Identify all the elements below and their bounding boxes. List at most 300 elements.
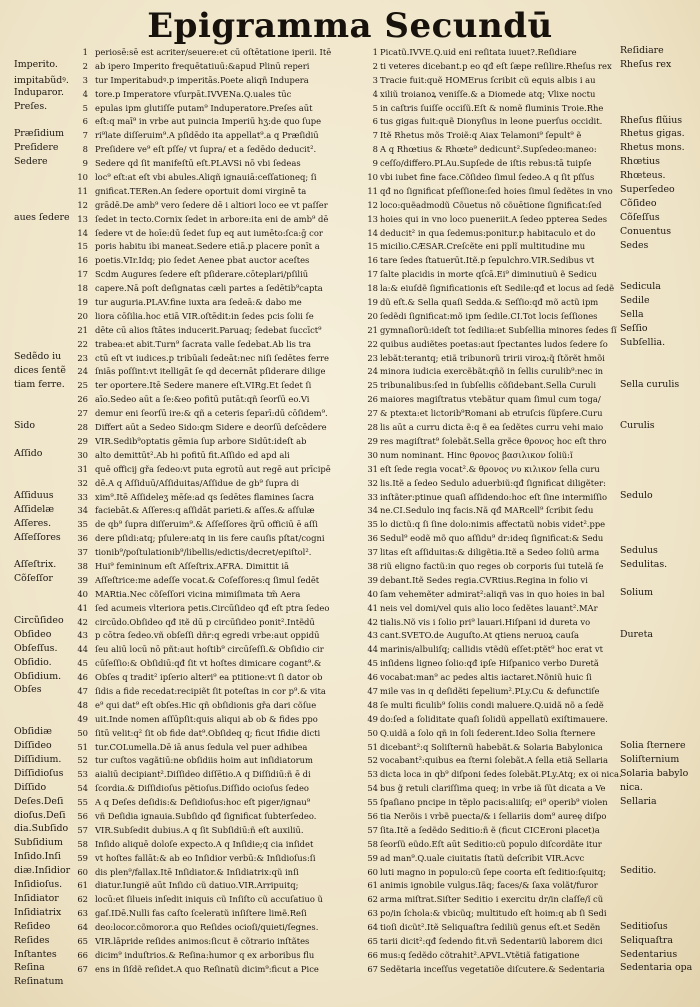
line-number: 51 (77, 741, 88, 752)
text-line: ne.CI.Sedulo inq facis.Nã qđ MARcell⁹ ſcribit ſedu (380, 505, 594, 516)
margin-note: diæ.Inſidior (14, 865, 71, 877)
line-number: 47 (77, 685, 88, 696)
line-number: 34 (77, 505, 88, 516)
line-number: 44 (367, 644, 378, 655)
line-number: 15 (77, 241, 88, 252)
margin-note: Rhetus mons. (620, 142, 685, 154)
text-line: vñ Deſidia ignauia.Subſido qđ ſignificat ſubterſedeo. (95, 810, 317, 821)
line-number: 60 (77, 866, 88, 877)
margin-note: Aſſidelæ (14, 503, 55, 515)
line-number: 23 (77, 352, 88, 363)
text-line: ter oportere.Itē Sedere manere eſt.VIRg.Et ſedet ſi (95, 380, 312, 391)
margin-note: Sedile (620, 295, 650, 307)
margin-note: dioſus.Deſi (14, 809, 66, 821)
margin-note: Solaria babylo (620, 767, 689, 779)
margin-note: Imperito. (14, 58, 58, 70)
line-number: 62 (77, 894, 88, 905)
margin-note: Sella curulis (620, 378, 680, 390)
line-number: 40 (77, 588, 88, 599)
text-line: e⁹ qui dat⁹ eſt obſes.Hic qñ obſidionis gřa dari cõſue (95, 699, 317, 710)
text-line: ſedet in tecto.Cornix ſedet in arbore:ita eni de amb⁹ dē (95, 213, 329, 224)
text-line: tur.COLumella.Dē iā anus ſedula vel puer adhibea (95, 741, 308, 752)
margin-note: Obſidio. (14, 656, 52, 668)
margin-note: Rhœtius (620, 156, 660, 168)
line-number: 27 (77, 408, 88, 419)
text-line: marinis/albuliſq; callidis vtẽdũ eſſet:ptẽt⁹ hoc erat vt (380, 644, 603, 655)
line-number: 63 (77, 908, 88, 919)
text-line: Itẽ Rhetus mõs Troiẽ:q Aiax Telamoni⁹ ſepult⁹ ẽ (380, 130, 582, 141)
text-line: Scdm Augures ſedere eſt pſiderare.cōteplari/pſiliū (95, 269, 309, 280)
margin-note: Reſinatum (14, 976, 64, 988)
text-line: ſcordia.& Diſſidioſus pẽtioſus.Diſſido ocioſus ſedeo (95, 783, 309, 794)
text-line: dũ eſt.& Sella quaſi Sedda.& Seſſio:qđ mõ actũ ipm (380, 297, 599, 308)
text-line: A q Rhœtius & Rhœte⁹ dedicunt².Supſedeo:maneo: (380, 144, 597, 155)
text-line: bus g̃ retuli clariſſima queq; in vrbe iã ſũt dicata a Ve (380, 783, 606, 794)
line-number: 30 (367, 449, 378, 460)
text-line: inſidens ligneo ſolio:qđ ipſe Hiſpanico verbo Duretã (380, 658, 599, 669)
text-line: Differt aūt a Sedeo Sido:qm Sidere e deorſū deſcēdere (95, 422, 327, 433)
margin-note: Circũſideo (14, 614, 64, 626)
line-number: 54 (77, 783, 88, 794)
left-line-numbers (70, 46, 88, 977)
line-number: 49 (367, 713, 378, 724)
line-number: 26 (367, 394, 378, 405)
text-line: Hui⁹ femininum eſt Aſſeſtrix.AFRA. Dimittit iā (95, 560, 290, 571)
line-number: 48 (77, 699, 88, 710)
margin-note: Rheſus rex (620, 58, 672, 70)
text-line: A q Deſes deſidis:& Deſidioſus:hoc eſt piger/ignau⁹ (95, 797, 311, 808)
line-number: 31 (367, 463, 378, 474)
text-line: ſpaſiano pncipe in tẽplo pacis:aliiſq; ei⁹ operib⁹ violen (380, 797, 608, 808)
line-number: 26 (77, 394, 88, 405)
line-number: 17 (367, 269, 378, 280)
text-line: ſidis a fide recedat:recipiẽt ſit poteſtas in cor p⁹.& vita (95, 685, 326, 696)
line-number: 40 (367, 588, 378, 599)
text-line: ri⁹late diſſeruim⁹.A pſidēdo ita appellat⁹.a q Præſidiū (95, 130, 319, 141)
margin-note: Preſidere (14, 142, 59, 154)
right-text-column (380, 46, 652, 977)
text-line: ſedẽdi ſignificat:mõ ipm ſedile.CI.Tot locis ſeſſiones (380, 310, 598, 321)
text-line: Obſes q tradit² ipſerio alteri⁹ ea ptitione:vt ſi dator ob (95, 672, 323, 683)
text-line: ſniās poſſint:vt itelligāt ſe qd decernāt pſiderare dilige (95, 366, 326, 377)
right-line-numbers (352, 46, 378, 977)
line-number: 3 (82, 74, 88, 85)
line-number: 52 (367, 755, 378, 766)
text-line: tionib⁹/poſtulationib⁹/libellis/edictis/decret/epiſtol². (95, 547, 312, 558)
line-number: 11 (367, 185, 378, 196)
text-line: cūſeſſio:& Obſidiū:qđ ſit vt hoſtes dimicare cogant⁹.& (95, 658, 322, 669)
line-number: 38 (367, 560, 378, 571)
text-line: num nominant. Hinc θρονος βασιλικον ſoliũ:ĩ (380, 449, 573, 460)
text-line: Tracie fuit:quẽ HOMErus ſcribit cũ equis albis i au (380, 74, 596, 85)
line-number: 5 (372, 102, 378, 113)
margin-note: Seditio. (620, 865, 657, 877)
margin-note: Inſido.Inſi (14, 851, 61, 863)
line-number: 18 (77, 283, 88, 294)
text-line: eſt ſede regia vocat².& θρονος νυ κιλικον ſella curu (380, 463, 600, 474)
margin-note: Aſſido (14, 448, 43, 460)
margin-note: Præſidium (14, 128, 64, 140)
text-line: Sedẽtaria inceſſus vegetatiõe diſcutere.& Sedentaria (380, 963, 605, 974)
line-number: 20 (367, 310, 378, 321)
margin-note: Diſſidium. (14, 753, 62, 765)
text-line: Picatũ.IVVE.Q.uid eni reſitata iuuet?.Reſidiare (380, 47, 577, 57)
line-number: 66 (367, 949, 378, 960)
line-number: 39 (77, 574, 88, 585)
text-line: tribunalibus:ſed in ſubſellis cõſidebant.Sella Curuli (380, 380, 597, 391)
line-number: 59 (77, 852, 88, 863)
line-number: 14 (367, 227, 378, 238)
text-line: lo dictũ:q ſi ſine dolo:nimis affectatũ nobis videt².ppe (380, 519, 606, 530)
text-line: xiliũ troianoꝝ veniſſe.& a Diomede atq; Vlixe noctu (380, 88, 596, 99)
text-line: ſeorſũ eũdo.Eſt aūt Seditio:cũ populo diſcordãte itur (380, 838, 602, 849)
line-number: 24 (367, 366, 378, 377)
text-line: tia Nerõis i vrbẽ puecta/& i ſellariis dom⁹ aureę diſpo (380, 810, 607, 821)
line-number: 11 (77, 185, 88, 196)
line-number: 13 (367, 213, 378, 224)
text-line: Inſido aliquē doloſe expecto.A q Inſidie;q cia inſidet (95, 838, 314, 849)
margin-note: Seliquaſtra (620, 934, 673, 946)
text-line: maiores magiſtratus vtebãtur quam ſimul cum toga/ (380, 394, 601, 405)
text-line: tur auguria.PLAV.fine iuxta ara ſedeā:& dabo me (95, 297, 302, 308)
text-line: VIR.Sedib⁹optatis gēmia ſup arbore Sidūt:ideſt ab (95, 435, 307, 446)
line-number: 57 (367, 824, 378, 835)
margin-note: Deſes.Deſi (14, 795, 64, 807)
line-number: 32 (77, 477, 88, 488)
text-line: res magiſtrat⁹ ſolebãt.Sella grẽce θρονος hoc eſt thro (380, 435, 607, 446)
text-line: dicebant²:q Soliſternũ habebãt.& Solaria Babylonica (380, 741, 603, 752)
margin-note: Inſtantes (14, 948, 57, 960)
text-line: riũ eligno factũ:in quo reges ob corporis ſui tutelã ſe (380, 560, 604, 571)
line-number: 43 (77, 630, 88, 641)
margin-note: Cõſideo (620, 197, 657, 209)
text-line: grādē.De amb⁹ vero ſedere dē i altiori loco ee vt paſſer (95, 199, 328, 210)
line-number: 10 (367, 172, 378, 183)
line-number: 28 (77, 422, 88, 433)
line-number: 67 (77, 963, 88, 974)
text-line: Q.uidã a ſolo qñ in ſoli ſederent.Ideo Solia ſternere (380, 727, 596, 738)
margin-note: Sella (620, 309, 644, 321)
text-line: mile vas in q deſidẽti ſepelium².PLy.Cu & defunctiſe (380, 685, 600, 696)
line-number: 2 (82, 60, 88, 71)
margin-note: Conuentus (620, 225, 672, 237)
line-number: 32 (367, 477, 378, 488)
line-number: 41 (77, 602, 88, 613)
text-line: tialis.Nõ vis i ſolio pri⁹ lauari.Hiſpani id dureta vo (380, 616, 591, 627)
line-number: 16 (367, 255, 378, 266)
margin-note: Aſſeres. (14, 517, 52, 529)
line-number: 4 (82, 88, 88, 99)
line-number: 20 (77, 310, 88, 321)
line-number: 33 (77, 491, 88, 502)
line-number: 19 (367, 297, 378, 308)
line-number: 28 (367, 422, 378, 433)
line-number: 16 (77, 255, 88, 266)
text-line: dē.A q Aſſiduū/Aſſiduitas/Aſſidue de gb⁹ ſupra di (95, 477, 300, 488)
line-number: 43 (367, 630, 378, 641)
text-line: loco:quẽadmodũ Cõuetus nõ cõuētione ſignificat:ſed (380, 199, 602, 210)
text-line: tare ſedes ſtatuerūt.Itẽ.p ſepulchro.VIR.Sedibus vt (380, 255, 595, 266)
left-text-column (95, 46, 363, 977)
line-number: 56 (77, 810, 88, 821)
line-number: 17 (77, 269, 88, 280)
margin-note: Obſidiæ (14, 726, 52, 738)
margin-note: Obſes (14, 684, 42, 696)
text-line: MARtia.Nec cõſeſſori vicina mimiſimata tm̃ Aera (95, 588, 301, 599)
text-line: debant.Itẽ Sedes regia.CVRtius.Regina in folio vi (380, 574, 588, 585)
line-number: 8 (82, 144, 88, 155)
line-number: 34 (367, 505, 378, 516)
line-number: 8 (372, 144, 378, 155)
text-line: ti veteres dicebant.p eo qđ eſt ſæpe reſilire.Rheſus rex (380, 60, 612, 71)
margin-note: Reſides (14, 934, 50, 946)
margin-note: Sedulo (620, 489, 653, 501)
margin-note: dices ſentẽ (14, 364, 66, 376)
margin-note: Sedentaria opa (620, 962, 693, 974)
line-number: 53 (77, 769, 88, 780)
text-line: deo:locor.cõmoror.a quo Reſides ocioſi/quieti/ſegnes. (95, 922, 319, 933)
margin-note: Inſidiatrix (14, 906, 62, 918)
text-line: ſeu aliū locū nō pñt:aut hoſtib⁹ circūſeſſi.& Obſidio cir (95, 644, 324, 655)
text-line: locū:et ſilueis inſedit iniquis cũ Inſiſto cũ accuſatiuo ũ (95, 894, 323, 905)
text-line: ens in ſiſdẽ reſidet.A quo Reſinatũ dicim⁹:ficut a Pice (95, 963, 319, 974)
line-number: 45 (367, 658, 378, 669)
margin-note: Sedes (620, 239, 649, 251)
text-line: micilio.CÆSAR.Creſcẽte eni pplĩ multitudine mu (380, 241, 586, 252)
text-line: demur eni ſeorſū ire:& qñ a ceteris ſeparī:dū cōſidem⁹. (95, 408, 328, 419)
line-number: 61 (367, 880, 378, 891)
text-line: VIR.Subſedit dubius.A q ſit Subſidiū:ñ eſt auxiliū. (95, 824, 304, 835)
text-line: ſalte placidis in morte qſcā.Ei⁹ diminutiuũ ẽ Sedicu (380, 269, 597, 280)
line-number: 30 (77, 449, 88, 460)
line-number: 35 (367, 519, 378, 530)
line-number: 13 (77, 213, 88, 224)
text-line: qđ no ſignificat pſeſſione:ſed hoies ſimul ſedẽtes in vno (380, 185, 613, 196)
margin-note: Curulis (620, 420, 655, 432)
margin-note: Rheſus flũius (620, 114, 683, 126)
line-number: 66 (77, 949, 88, 960)
margin-note: Preſes. (14, 100, 48, 112)
margin-note: Sellaria (620, 795, 657, 807)
line-number: 50 (367, 727, 378, 738)
line-number: 21 (77, 324, 88, 335)
text-line: la:& eiuſdẽ ſignificationis eſt Sedile:qđ et locus ad ſedẽ (380, 283, 615, 294)
line-number: 24 (77, 366, 88, 377)
text-line: faciebāt.& Aſſeres:q aſſidāt parieti.& aſſes.& aſſulæ (95, 505, 315, 516)
margin-note: Sedulus (620, 545, 658, 557)
margin-note: Seſſio (620, 323, 648, 334)
line-number: 51 (367, 741, 378, 752)
text-line: tarii dicit²:qđ ſedendo fit.vñ Sedentariũ laborem dici (380, 936, 603, 946)
text-line: arma miſtrat.Siſter Seditio i exercitu dr/in claſſe/ĩ cũ (380, 894, 604, 905)
line-number: 14 (77, 227, 88, 238)
margin-note: Reſina (14, 962, 45, 974)
line-number: 61 (77, 880, 88, 891)
text-line: deducit² in qua ſedemus:ponitur.p habitaculo et do (380, 227, 596, 238)
text-line: & ptexta:et lictorib⁹Romani ab etruſcis ſũpſere.Curu (380, 408, 603, 419)
line-number: 41 (367, 602, 378, 613)
line-number: 22 (367, 338, 378, 349)
margin-note: Diſſido (14, 781, 47, 793)
margin-note: Inſidioſus. (14, 879, 63, 890)
margin-note: Seditioſus (620, 920, 668, 932)
text-line: ſed acumeis vlteriora petis.Circūſideo qđ eſt ptra ſedeo (95, 602, 330, 613)
line-number: 42 (367, 616, 378, 627)
line-number: 67 (367, 963, 378, 974)
text-line: neis vel domi/vel quis alio loco ſedẽtes lauant².MAr (380, 602, 598, 613)
line-number: 9 (82, 158, 88, 169)
text-line: periosē:sē est acriter/seuere:et cū oſtētatione iperii. Itē (95, 47, 332, 57)
text-line: loc⁹ eſt:at eſt vbi abules.Aliqñ ignauiā:ceſſationeq; ſi (95, 172, 317, 183)
line-number: 1 (372, 47, 378, 57)
margin-note: Rhœteus. (620, 170, 666, 182)
text-line: dēte cū alios ſtātes inducerit.Paruaq; ſedebat ſuccīct⁹ (95, 324, 322, 335)
text-line: tore.p Imperatore vſurpāt.IVVENa.Q.uales tūc (95, 88, 292, 99)
text-line: ctū eſt vt iudices.p tribūali ſedeāt:nec niſi ſedētes ferre (95, 352, 329, 363)
line-number: 10 (77, 172, 88, 183)
line-number: 63 (367, 908, 378, 919)
margin-note: Rhetus gigas. (620, 128, 685, 140)
margin-note: Obſideo (14, 628, 52, 640)
line-number: 25 (367, 380, 378, 391)
line-number: 52 (77, 755, 88, 766)
margin-note: Induparor. (14, 86, 64, 98)
margin-note: Sedicula (620, 281, 661, 293)
line-number: 7 (372, 130, 378, 141)
line-number: 60 (367, 866, 378, 877)
text-line: aialiū decipiant².Diſſideo diſſētio.A q Diſſidiū:ñ ē di (95, 769, 311, 780)
margin-note: Sedentarius (620, 948, 678, 960)
line-number: 1 (82, 47, 88, 57)
text-line: liora cōſilia.hoc etiā VIR.oſtēdit:in ſedes pcis ſolii ſe (95, 310, 314, 321)
text-line: ad man⁹.Q.uale ciuitatis ſtatũ deſcribit VIR.Acvc (380, 852, 585, 863)
text-line: po/in ſchola:& vbicũq; multitudo eſt hoim:q ab ſi Sedi (380, 908, 607, 919)
line-number: 64 (367, 922, 378, 933)
text-line: quē officij gřa ſedeo:vt puta egrotū aut regē aut prīcipē (95, 463, 331, 474)
line-number: 42 (77, 616, 88, 627)
line-number: 45 (77, 658, 88, 669)
text-line: ſitū velit:q² ſit ob fide dat⁹.Obſideq q; ficut Ifidie dicti (95, 727, 321, 738)
line-number: 39 (367, 574, 378, 585)
text-line: diatur.Iungiẽ aūt Inſido cũ datiuo.VIR.Arripuitq; (95, 880, 299, 891)
line-number: 33 (367, 491, 378, 502)
line-number: 36 (367, 533, 378, 544)
text-line: vocabant²:quibus ea ſterni ſolebãt.A ſella etiã Sellaria (380, 755, 608, 766)
text-line: capere.Nā poſt deſignatas cæli partes a ſedētib⁹capta (95, 283, 323, 294)
text-line: Aſſeſtrice:me adeſſe vocat.& Coſeſſores:q ſimul ſedēt (95, 574, 320, 585)
line-number: 46 (367, 672, 378, 683)
text-line: tus gigas fuit:quẽ Dionyſius in leone puerſus occidit. (380, 116, 603, 127)
margin-note: Sedere (14, 156, 48, 168)
line-number: 15 (367, 241, 378, 252)
margin-note: Cõſeſſus (620, 211, 660, 223)
text-line: alto demittūt².Ab hi pofitū fit.Aſſido ed apd ali (95, 449, 290, 460)
text-line: gaſ.IDē.Nulli fas caſto ſceleratũ inſiſtere limẽ.Reſi (95, 908, 307, 919)
page-header-title: Epigramma Secundū (147, 6, 553, 46)
margin-note: Sido (14, 420, 36, 432)
line-number: 9 (372, 158, 378, 169)
text-line: ceſſo/differo.PLAu.Supſede de iſtis rebus:tā tuipſe (380, 158, 592, 169)
text-line: quibus audiẽtes poetas:aut ſpectantes ludos ſedere ſo (380, 338, 608, 349)
line-number: 12 (367, 199, 378, 210)
line-number: 6 (82, 116, 88, 127)
line-number: 4 (372, 88, 378, 99)
line-number: 56 (367, 810, 378, 821)
text-line: aīo.Sedeo aūt a ſe:&eo pofitū putāt:qñ ſeorſū eo.Vi (95, 394, 310, 405)
line-number: 64 (77, 922, 88, 933)
text-line: de qb⁹ ſupra diſſeruim⁹.& Aſſeſſores q̃rū officiū ē aſſi (95, 519, 318, 530)
text-line: p cōtra ſedeo.vñ obſeſſi dñr:q egredi vrbe:aut oppidū (95, 630, 320, 641)
line-number: 49 (77, 713, 88, 724)
text-line: animis ignobile vulgus.Iãq; faces/& ſaxa volãt/furor (380, 880, 598, 891)
text-line: cant.SVETO.de Auguſto.At qtiens neruoꝝ cauſa (380, 630, 579, 641)
margin-note: Obſeſſus. (14, 642, 58, 654)
line-number: 65 (77, 936, 88, 946)
text-line: poetis.VIr.Idq; pio ſedet Aenee pbat auctor aceſtes (95, 255, 310, 266)
margin-note: Aſſeſtrix. (14, 559, 57, 571)
line-number: 25 (77, 380, 88, 391)
text-line: tur cuſtos vagãtiū:ne obſidiis hoim aut inſidiatorum (95, 755, 313, 766)
margin-note: Diſſideo (14, 740, 52, 751)
text-line: tur Imperitabudꝰ.p imperitās.Poete aliqñ Indupera (95, 74, 309, 85)
line-number: 55 (367, 797, 378, 808)
text-line: ſita.Itẽ a ſedẽdo Seditio:ñ ẽ (ficut CICEroni placet)a (380, 824, 600, 835)
line-number: 12 (77, 199, 88, 210)
line-number: 2 (372, 60, 378, 71)
text-line: dis plen⁹/fallax.Itē Inſidiator.& Inſidiatrix:qũ inſi (95, 866, 299, 877)
margin-note: Soliſternium (620, 753, 680, 765)
text-line: vt hoſtes fallāt:& ab eo Inſidior verbū:& Inſidioſus:ſi (95, 852, 316, 863)
text-line: eſt:q maī⁹ in vrbe aut puincia Imperiū hʒ:de quo ſupe (95, 116, 322, 127)
text-line: ſedere vt de hoīe:dū ſedet ſup eq aut iumēto:ſca:ḡ cor (95, 227, 323, 238)
line-number: 47 (367, 685, 378, 696)
line-number: 19 (77, 297, 88, 308)
text-line: minora iudicia exercẽbãt:qñõ in ſellis curulib⁹:nec in (380, 366, 604, 377)
line-number: 7 (82, 130, 88, 141)
margin-note: dia.Subſido (14, 823, 69, 835)
line-number: 37 (367, 547, 378, 558)
line-number: 62 (367, 894, 378, 905)
text-line: Sedul⁹ eodẽ mõ quo aſſidu⁹ dr:ideq ſignificat:& Sedu (380, 533, 604, 544)
text-line: trabea:et abit.Turn⁹ ſacrata valle ſedebat.Ab lis tra (95, 338, 311, 349)
text-line: tioſi dicũt².Itẽ Seliquaſtra ſediliũ genus eſt.et Sedẽn (380, 922, 601, 933)
text-line: epulas ipm glutiſſe putam⁹ Induperatore.Preſes aūt (95, 102, 313, 113)
margin-note: Solia ſternere (620, 740, 686, 751)
text-line: ſam vehemẽter admirat²:aliqñ vas in quo hoies in bal (380, 588, 605, 599)
line-number: 38 (77, 560, 88, 571)
margin-note: Superſedeo (620, 184, 675, 195)
line-number: 44 (77, 644, 88, 655)
margin-note: nica. (620, 781, 643, 793)
line-number: 50 (77, 727, 88, 738)
text-line: vbi iubet fine face.Cõſideo ſimul ſedeo.A q ſit pſſus (380, 172, 595, 183)
line-number: 29 (367, 435, 378, 446)
line-number: 27 (367, 408, 378, 419)
text-line: hoies qui in vno loco pueneriit.A ſedeo ppterea Sedes (380, 213, 608, 224)
text-line: xim⁹.Itē Aſſideleʒ mēſe:ad qs ſedētes flamines ſacra (95, 491, 314, 502)
margin-note: Dureta (620, 628, 653, 640)
margin-note: Reſideo (14, 920, 51, 932)
text-line: lebãt:terantq; etiã tribunorũ tririi viroꝝ:q̃ ſtõrẽt hmõi (380, 352, 605, 363)
line-number: 31 (77, 463, 88, 474)
text-line: dicta loca in qb⁹ diſponi ſedes ſolebãt.PLy.Atq; ex oi nica. (380, 769, 622, 780)
line-number: 23 (367, 352, 378, 363)
margin-note: Solium (620, 587, 653, 599)
line-number: 5 (82, 102, 88, 113)
line-number: 18 (367, 283, 378, 294)
text-line: dere pſidi:atq; pſulere:atq in iis fere cauſis pſtat/cogni (95, 533, 325, 544)
text-line: inſtãter:ptinue quaſi aſſidendo:hoc eſt ſine intermiſſio (380, 491, 608, 502)
